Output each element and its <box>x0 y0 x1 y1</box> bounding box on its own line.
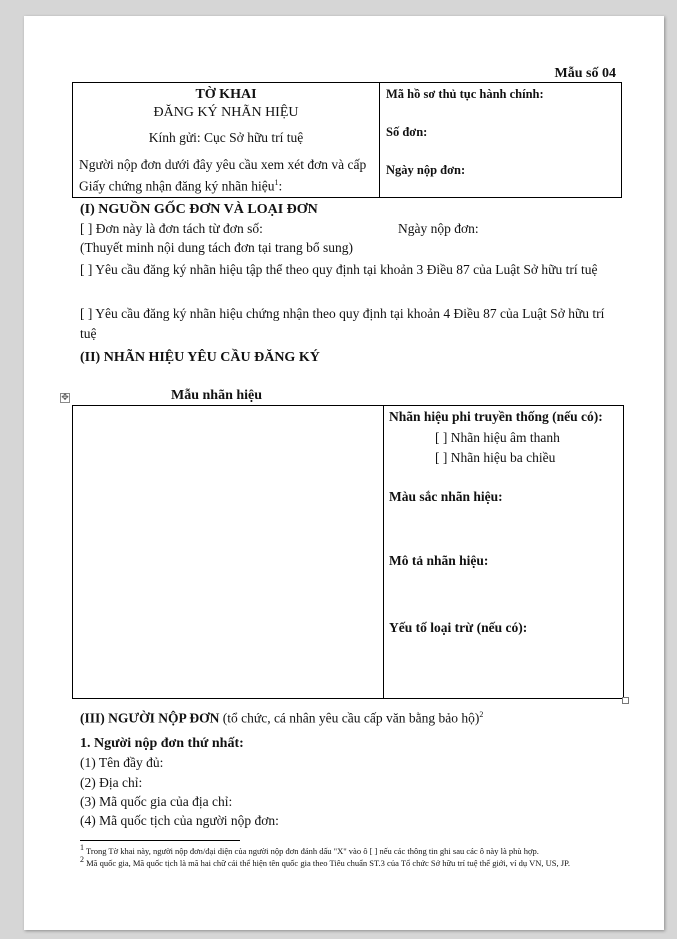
header-right-cell <box>384 83 621 197</box>
header-left-cell <box>73 83 380 197</box>
footnote-1-mark: 1 <box>80 843 84 852</box>
description-label: Mô tả nhãn hiệu: <box>389 553 489 568</box>
section2-title: (II) NHÃN HIỆU YÊU CẦU ĐĂNG KÝ <box>80 350 320 365</box>
footnote-2-mark: 2 <box>80 855 84 864</box>
footnote-2-text: Mã quốc gia, Mã quốc tịch là mã hai chữ cái thể hiện tên quốc gia theo Tiêu chuẩn ST.3 của Tổ chức Sở hữu trí tuệ thế giới, ví dụ VN, US, JP. <box>86 857 570 868</box>
sound-mark-checkbox[interactable]: [ ] Nhãn hiệu âm thanh <box>435 430 560 445</box>
document-page <box>24 16 664 930</box>
split-date-label: Ngày nộp đơn: <box>398 221 479 236</box>
section1-title: (I) NGUỒN GỐC ĐƠN VÀ LOẠI ĐƠN <box>80 202 318 217</box>
request-line1: Người nộp đơn dưới đây yêu cầu xem xét đơn và cấp <box>79 157 367 172</box>
request-line2: Giấy chứng nhận đăng ký nhãn hiệu <box>79 178 275 194</box>
request-text <box>79 156 375 196</box>
dossier-code-label: Mã hồ sơ thủ tục hành chính: <box>386 87 544 101</box>
footnote-ref-2: 2 <box>479 710 484 719</box>
footnote-1-text: Trong Tờ khai này, người nộp đơn/đại diện của người nộp đơn đánh dấu "X" vào ô [ ] nếu các thông tin ghi sau các ô này là phù hợp. <box>85 845 539 856</box>
mark-sample-label: Mẫu nhãn hiệu <box>171 388 263 403</box>
footnote-separator <box>80 840 240 841</box>
full-name-field[interactable]: (1) Tên đầy đủ: <box>80 755 164 770</box>
section3-title-note: (tổ chức, cá nhân yêu cầu cấp văn bằng bảo hộ) <box>219 710 480 726</box>
filing-date-label: Ngày nộp đơn: <box>386 163 466 177</box>
colors-label: Màu sắc nhãn hiệu: <box>389 489 503 504</box>
application-no-label: Số đơn: <box>386 125 428 139</box>
address-field[interactable]: (2) Địa chỉ: <box>80 775 143 790</box>
form-subtitle: ĐĂNG KÝ NHÃN HIỆU <box>153 105 299 120</box>
address-country-field[interactable]: (3) Mã quốc gia của địa chỉ: <box>80 794 233 809</box>
section3-title-text: (III) NGƯỜI NỘP ĐƠN <box>80 710 220 726</box>
table-resize-handle[interactable] <box>622 697 629 704</box>
mark-sample-area[interactable] <box>73 406 384 698</box>
nontraditional-label: Nhãn hiệu phi truyền thống (nếu có): <box>389 409 603 424</box>
split-note: (Thuyết minh nội dung tách đơn tại trang bổ sung) <box>80 240 353 255</box>
nationality-field[interactable]: (4) Mã quốc tịch của người nộp đơn: <box>80 813 279 828</box>
request-end: : <box>278 178 283 194</box>
move-handle-icon[interactable]: ✥ <box>61 393 69 403</box>
collective-mark-checkbox[interactable]: [ ] Yêu cầu đăng ký nhãn hiệu tập thể theo quy định tại khoản 3 Điều 87 của Luật Sở hữu trí tuệ <box>80 262 598 277</box>
recipient: Kính gửi: Cục Sở hữu trí tuệ <box>148 130 304 145</box>
footnote-2 <box>80 854 620 869</box>
exclusions-label: Yếu tố loại trừ (nếu có): <box>389 620 528 635</box>
footnote-ref-1: 1 <box>274 178 279 187</box>
three-d-mark-checkbox[interactable]: [ ] Nhãn hiệu ba chiều <box>435 450 556 465</box>
mark-table <box>72 405 624 699</box>
form-number: Mẫu số 04 <box>554 66 616 81</box>
first-applicant-heading: 1. Người nộp đơn thứ nhất: <box>80 736 244 751</box>
header-table <box>72 82 622 198</box>
form-title: TỜ KHAI <box>195 87 257 102</box>
split-from-checkbox[interactable]: [ ] Đơn này là đơn tách từ đơn số: <box>80 221 263 236</box>
section3-title <box>80 710 483 727</box>
certification-mark-checkbox[interactable]: [ ] Yêu cầu đăng ký nhãn hiệu chứng nhận theo quy định tại khoản 4 Điều 87 của Luật Sở hữu trí tuệ <box>80 306 605 341</box>
